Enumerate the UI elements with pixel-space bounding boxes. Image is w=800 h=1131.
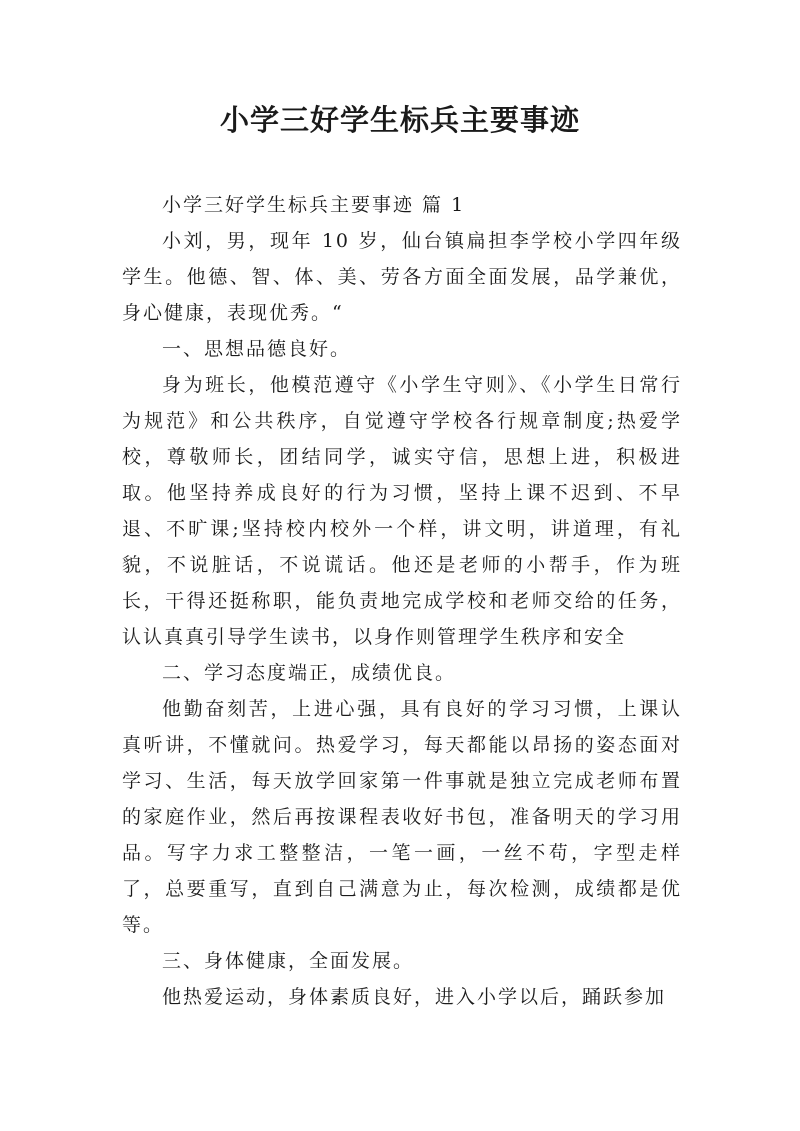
- paragraph-health: 他热爱运动，身体素质良好，进入小学以后，踊跃参加: [162, 986, 667, 1008]
- document-title: 小学三好学生标兵主要事迹: [219, 103, 580, 137]
- subheading-health: 三、身体健康，全面发展。: [162, 950, 415, 972]
- subheading-study: 二、学习态度端正，成绩优良。: [162, 662, 457, 684]
- document-body: [122, 187, 682, 1015]
- section-heading: 小学三好学生标兵主要事迹 篇 1: [162, 194, 466, 216]
- paragraph-intro: 小刘，男，现年 10 岁，仙台镇扁担李学校小学四年级学生。他德、智、体、美、劳各方面全面发展，品学兼优，身心健康，表现优秀。“: [122, 230, 682, 324]
- subheading-moral: 一、思想品德良好。: [162, 338, 352, 360]
- paragraph-study: 他勤奋刻苦，上进心强，具有良好的学习习惯，上课认真听讲，不懂就问。热爱学习，每天都能以昂扬的姿态面对学习、生活，每天放学回家第一件事就是独立完成老师布置的家庭作业，然后再按课程表收好书包，准备明天的学习用品。写字力求工整整洁，一笔一画，一丝不苟，字型走样了，总要重写，直到自己满意为止，每次检测，成绩都是优等。: [122, 698, 682, 936]
- paragraph-moral: 身为班长，他模范遵守《小学生守则》、《小学生日常行为规范》和公共秩序，自觉遵守学校各行规章制度;热爱学校，尊敬师长，团结同学，诚实守信，思想上进，积极进取。他坚持养成良好的行为习惯，坚持上课不迟到、不早退、不旷课;坚持校内校外一个样，讲文明，讲道理，有礼貌，不说脏话，不说谎话。他还是老师的小帮手，作为班长，干得还挺称职，能负责地完成学校和老师交给的任务，认认真真引导学生读书，以身作则管理学生秩序和安全: [122, 374, 682, 648]
